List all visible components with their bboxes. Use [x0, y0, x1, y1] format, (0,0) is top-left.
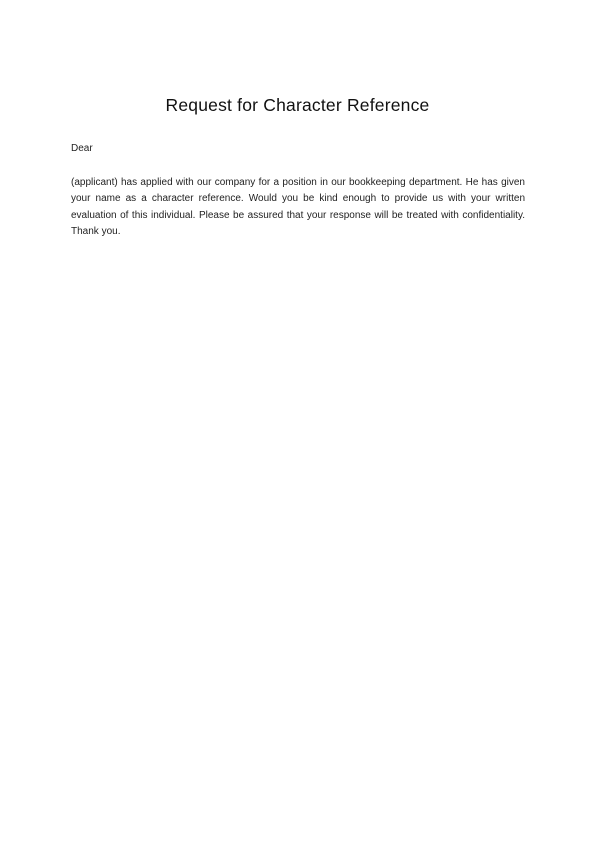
body-paragraph: (applicant) has applied with our company for a position in our bookkeeping department. He has given your name as a character reference. Would you be kind enough to provide us with your written evaluation of this individual. Please be assured that your response will be treated with confidentiality. Thank you.	[71, 177, 525, 237]
salutation: Dear	[71, 143, 93, 154]
document-title: Request for Character Reference	[165, 95, 430, 115]
